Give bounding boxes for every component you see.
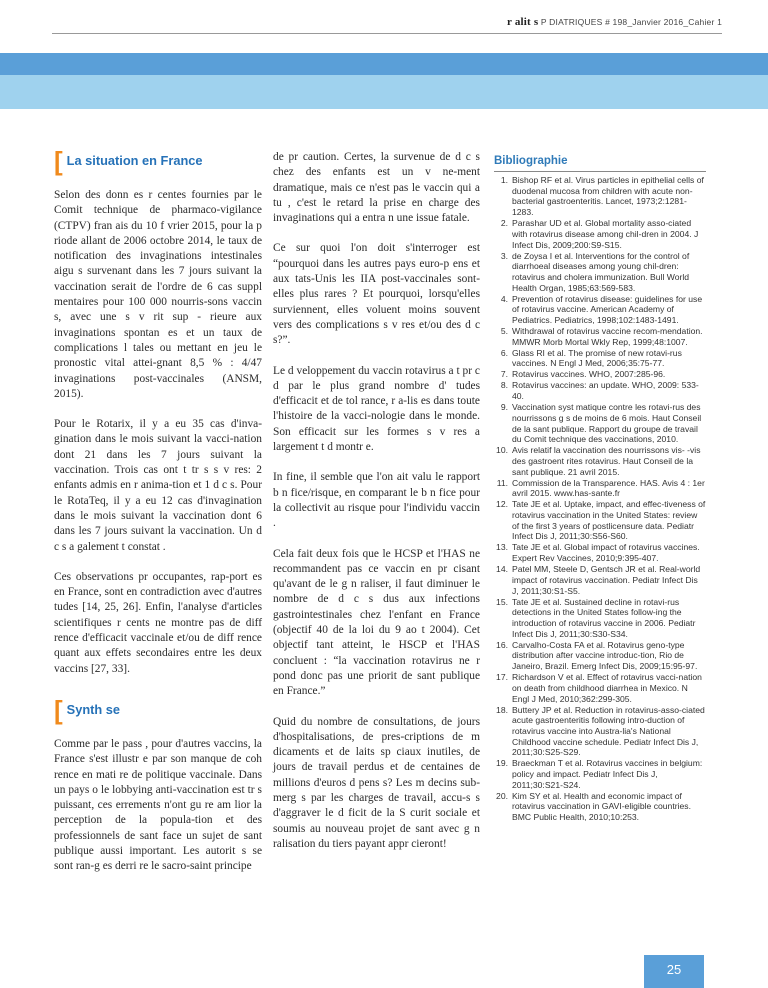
bibliography-item (494, 445, 706, 477)
bibliography-item-number: 20. (496, 790, 508, 801)
bibliography-item-text: Tate JE et al. Uptake, impact, and effec-tiveness of rotavirus vaccination in the United States: review of the first 3 years of postlicensure data. Pediatr Infect Dis J, 2011;30:S56-S60. (512, 499, 706, 542)
bibliography-item (494, 251, 706, 294)
bibliography-item-text: Avis relatif la vaccination des nourrissons vis- -vis des gastroent rites rotavirus. Haut Conseil de la sant publique. 21 avril 2015. (512, 445, 701, 477)
bibliography-item (494, 369, 706, 380)
bibliography-item-number: 6. (500, 347, 508, 358)
bibliography-item-text: Bishop RF et al. Virus particles in epithelial cells of duodenal mucosa from children with acute non-bacterial gastroenteritis. Lancet, 1973;2:1281-1283. (512, 175, 704, 218)
banner-band-dark (0, 53, 768, 75)
bibliography-item (494, 478, 706, 499)
bibliography-item-text: Rotavirus vaccines. WHO, 2007:285-96. (512, 369, 666, 380)
bibliography-item-text: Rotavirus vaccines: an update. WHO, 2009: 533-40. (512, 380, 699, 402)
bibliography-item (494, 758, 706, 790)
bibliography-item (494, 542, 706, 563)
banner-band-light (0, 75, 768, 109)
bibliography-item (494, 499, 706, 542)
bibliography-item-text: Glass RI et al. The promise of new rotavi-rus vaccines. N Engl J Med, 2006;35:75-77. (512, 347, 682, 369)
paragraph: Le d veloppement du vaccin rotavirus a t pr c d par le plus grand nombre d' tudes d'efficacit et de tol rance, r a-lis es dans toute l'histoire de la vacci-nologie dans le monde. Son efficacit sur les formes s v res a largement t d montr e. (273, 364, 480, 454)
bibliography-item-text: Parashar UD et al. Global mortality asso-ciated with rotavirus disease among chil-dren in 2004. J Infect Dis, 2009;200:S9-S15. (512, 218, 699, 250)
column-1 (54, 146, 262, 890)
bibliography-item-text: Patel MM, Steele D, Gentsch JR et al. Real-world impact of rotavirus vaccination. Pediatr Infect Dis J, 2011;30:S1-S5. (512, 564, 701, 596)
section-heading-situation (54, 146, 262, 176)
section-bracket-icon: [ (54, 146, 63, 176)
paragraph: In fine, il semble que l'on ait valu le rapport b n fice/risque, en comparant le b n fice pour la collectivit au risque pour l'individu vaccin . (273, 471, 480, 530)
bibliography-item-number: 15. (496, 596, 508, 607)
bibliography-item-number: 19. (496, 758, 508, 769)
bibliography-item-text: Withdrawal of rotavirus vaccine recom-mendation. MMWR Morb Mortal Wkly Rep, 1999;48:1007. (512, 326, 703, 347)
bibliography-item-text: Kim SY et al. Health and economic impact of rotavirus vaccination in GAVI-eligible countries. BMC Public Health, 2010;10:253. (512, 790, 691, 823)
bibliography-item-number: 4. (500, 293, 508, 304)
bibliography-item-number: 7. (500, 369, 508, 380)
paragraph: Quid du nombre de consultations, de jours d'hospitalisations, de pres-criptions de m dicaments et de laits sp ciaux inutiles, de jours de travail perdus et de centaines de millions d'euros d pens s? Les m decins sub-merg s par les charges de travail, accu-s s d'aggraver le d ficit de la S curit sociale et soumis au nouveau projet de sant avec g n ralisation du tiers payant appr cieront! (273, 715, 480, 850)
bibliography-item (494, 564, 706, 596)
bibliography-item-text: Tate JE et al. Sustained decline in rotavi-rus detections in the United States follow-ing the introduction of rotavirus vaccine in 2006. Pediatr Infect Dis J, 2011;30:S30-S34. (512, 596, 696, 639)
bibliography-item-text: Vaccination syst matique contre les rotavi-rus des nourrissons g s de moins de 6 mois. Haut Conseil de la sant publique. Rapport du groupe de travail du Comit technique des vaccinations, 2010. (512, 402, 702, 445)
bibliography-item (494, 640, 706, 672)
paragraph: Ces observations pr occupantes, rap-port es en France, sont en contradiction avec d'autres tudes [14, 25, 26]. Enfin, l'analyse d'articles scientifiques r cents ne montre pas de diff rence d'efficacit vaccinale et/ou de diff rence quant aux effets secondaires entre les deux vaccins [27, 33]. (54, 570, 262, 675)
bibliography-item-text: Buttery JP et al. Reduction in rotavirus-asso-ciated acute gastroenteritis following intro-duction of rotavirus vaccine into Austra-lia's National Childhood vaccine schedule. Pediatr Infect Dis J, 2011;30:S25-S29. (512, 704, 705, 758)
bibliography-item-number: 3. (500, 250, 508, 261)
bibliography-item (494, 705, 706, 759)
bibliography-item-number: 9. (500, 402, 508, 413)
bibliography-item-number: 12. (496, 499, 508, 510)
bibliography-item-number: 18. (496, 704, 508, 715)
bibliography-item-number: 5. (500, 326, 508, 337)
bibliography-item-number: 1. (500, 175, 508, 185)
bibliography-item (494, 294, 706, 326)
bibliography-item (494, 380, 706, 401)
page-number: 25 (666, 962, 682, 977)
section-bracket-icon: [ (54, 694, 63, 725)
section-title: La situation en France (66, 153, 203, 169)
bibliography-item-number: 17. (496, 672, 508, 683)
bibliography-item (494, 175, 706, 218)
bibliography-item (494, 326, 706, 347)
journal-brand: r alit s (507, 16, 539, 28)
bibliography-item (494, 402, 706, 445)
bibliography-list (494, 175, 706, 823)
bibliography-item-number: 2. (500, 218, 508, 229)
bibliography-rule (494, 171, 706, 172)
paragraph: Cela fait deux fois que le HCSP et l'HAS ne recommandent pas ce vaccin en pr cisant qu'avant de le g n raliser, il faut diminuer le nombre de d c s dus aux infections gastrointestinales chez l'enfant en France (objectif 40 de la loi du 9 ao t 2004). Cet objectif tant atteint, le HSCP et l'HAS concluent : “la vaccination rotavirus ne r pond donc pas une priorit de sant publique en France.” (273, 547, 480, 698)
paragraph: Ce sur quoi l'on doit s'interroger est “pourquoi dans les autres pays euro-p ens et aux tats-Unis les IIA post-vaccinales sont-elles plus rares ? Et pourquoi, lorsqu'elles surviennent, elles voluent moins souvent vers des complications s v res et/ou des d c s?”. (273, 242, 480, 347)
bibliography-item-number: 11. (496, 477, 508, 488)
bibliography-item (494, 348, 706, 369)
journal-issue-info: P DIATRIQUES # 198_Janvier 2016_Cahier 1 (540, 17, 722, 27)
paragraph: Comme par le pass , pour d'autres vaccins, la France s'est illustr e par son manque de coh rence en mati re de politique vaccinale. Dans un pays o le lobbying anti-vaccination est tr s puissant, ces errements n'ont gu re am lior la perception de la popula-tion et des professionnels de sant face un sujet de sant publique aussi important. Les autorit s se sont ran-g es derri re le sacro-saint principe (54, 737, 262, 873)
bibliography-item-text: Carvalho-Costa FA et al. Rotavirus geno-type distribution after vaccine introduc-tion, Rio de Janeiro, Brazil. Emerg Infect Dis, 2009;15:95-97. (512, 639, 698, 672)
header-rule (52, 33, 722, 34)
bibliography-item-number: 13. (496, 542, 508, 553)
paragraph: Pour le Rotarix, il y a eu 35 cas d'inva-gination dans le mois suivant la vacci-nation dont 21 dans les 7 jours suivant la vaccination. Trois cas ont t tr s s v res: 2 enfants admis en r anima-tion et 1 d c s. Pour le RotaTeq, il y a eu 12 cas d'invagination dans le mois suivant la vaccination dont 6 dans les 7 jours suivant la vaccination. Un d c s a galement t constat . (54, 418, 262, 553)
bibliography-item-number: 8. (500, 380, 508, 391)
bibliography-item-number: 14. (496, 564, 508, 575)
bibliography-item-text: Tate JE et al. Global impact of rotavirus vaccines. Expert Rev Vaccines, 2010;9:395-407. (512, 542, 700, 564)
paragraph: de pr caution. Certes, la survenue de d c s chez des enfants est un v ne-ment dramatique, mais ce n'est pas le vaccin qui a tu , c'est le retard la prise en charge des invaginations qui a entra n une issue fatale. (273, 151, 480, 225)
bibliography-item (494, 597, 706, 640)
column-2 (273, 150, 480, 867)
paragraph: Selon des donn es r centes fournies par le Comit technique de pharmaco-vigilance (CTPV) fran ais du 10 f vrier 2015, pour la p riode allant de 2006 octobre 2014, le taux de notification des invaginations intestinales aigu s survenant dans les 7 jours suivant la vaccination serait de l'ordre de 6 cas suppl mentaires pour 100 000 nourris-sons vaccin s, avec une s v rit sup - rieure aux invaginations spontan es et un taux de complications l tales ou mettant en jeu le pronostic vital attei-gnant 8,5 % : 4/47 invaginations post-vaccinales (ANSM, 2015). (54, 189, 262, 400)
bibliography-title: Bibliographie (494, 155, 568, 167)
bibliography-item-text: Richardson V et al. Effect of rotavirus vacci-nation on death from childhood diarrhea in Mexico. N Engl J Med, 2010;362:299-305. (512, 672, 702, 704)
bibliography-item-text: Commission de la Transparence. HAS. Avis 4 : 1er avril 2015. www.has-sante.fr (512, 477, 705, 499)
bibliography-item-text: de Zoysa I et al. Interventions for the control of diarrhoeal diseases among young chil-dren: rotavirus and cholera immunization. Bull World Health Organ, 1985;63:569-583. (512, 250, 690, 293)
bibliography-item-number: 10. (496, 445, 508, 456)
bibliography-item-number: 16. (496, 639, 508, 650)
bibliography-item-text: Prevention of rotavirus disease: guidelines for use of rotavirus vaccine. American Academy of Pediatrics. Pediatrics, 1998;102:1483-1491. (512, 293, 703, 326)
bibliography (494, 155, 706, 823)
section-heading-synthese (54, 694, 262, 725)
bibliography-item-text: Braeckman T et al. Rotavirus vaccines in belgium: policy and impact. Pediatr Infect Dis J, 2011;30:S21-S24. (512, 758, 703, 790)
running-header (507, 16, 722, 28)
bibliography-item (494, 791, 706, 823)
bibliography-item (494, 218, 706, 250)
bibliography-item (494, 672, 706, 704)
section-title: Synth se (66, 702, 121, 718)
